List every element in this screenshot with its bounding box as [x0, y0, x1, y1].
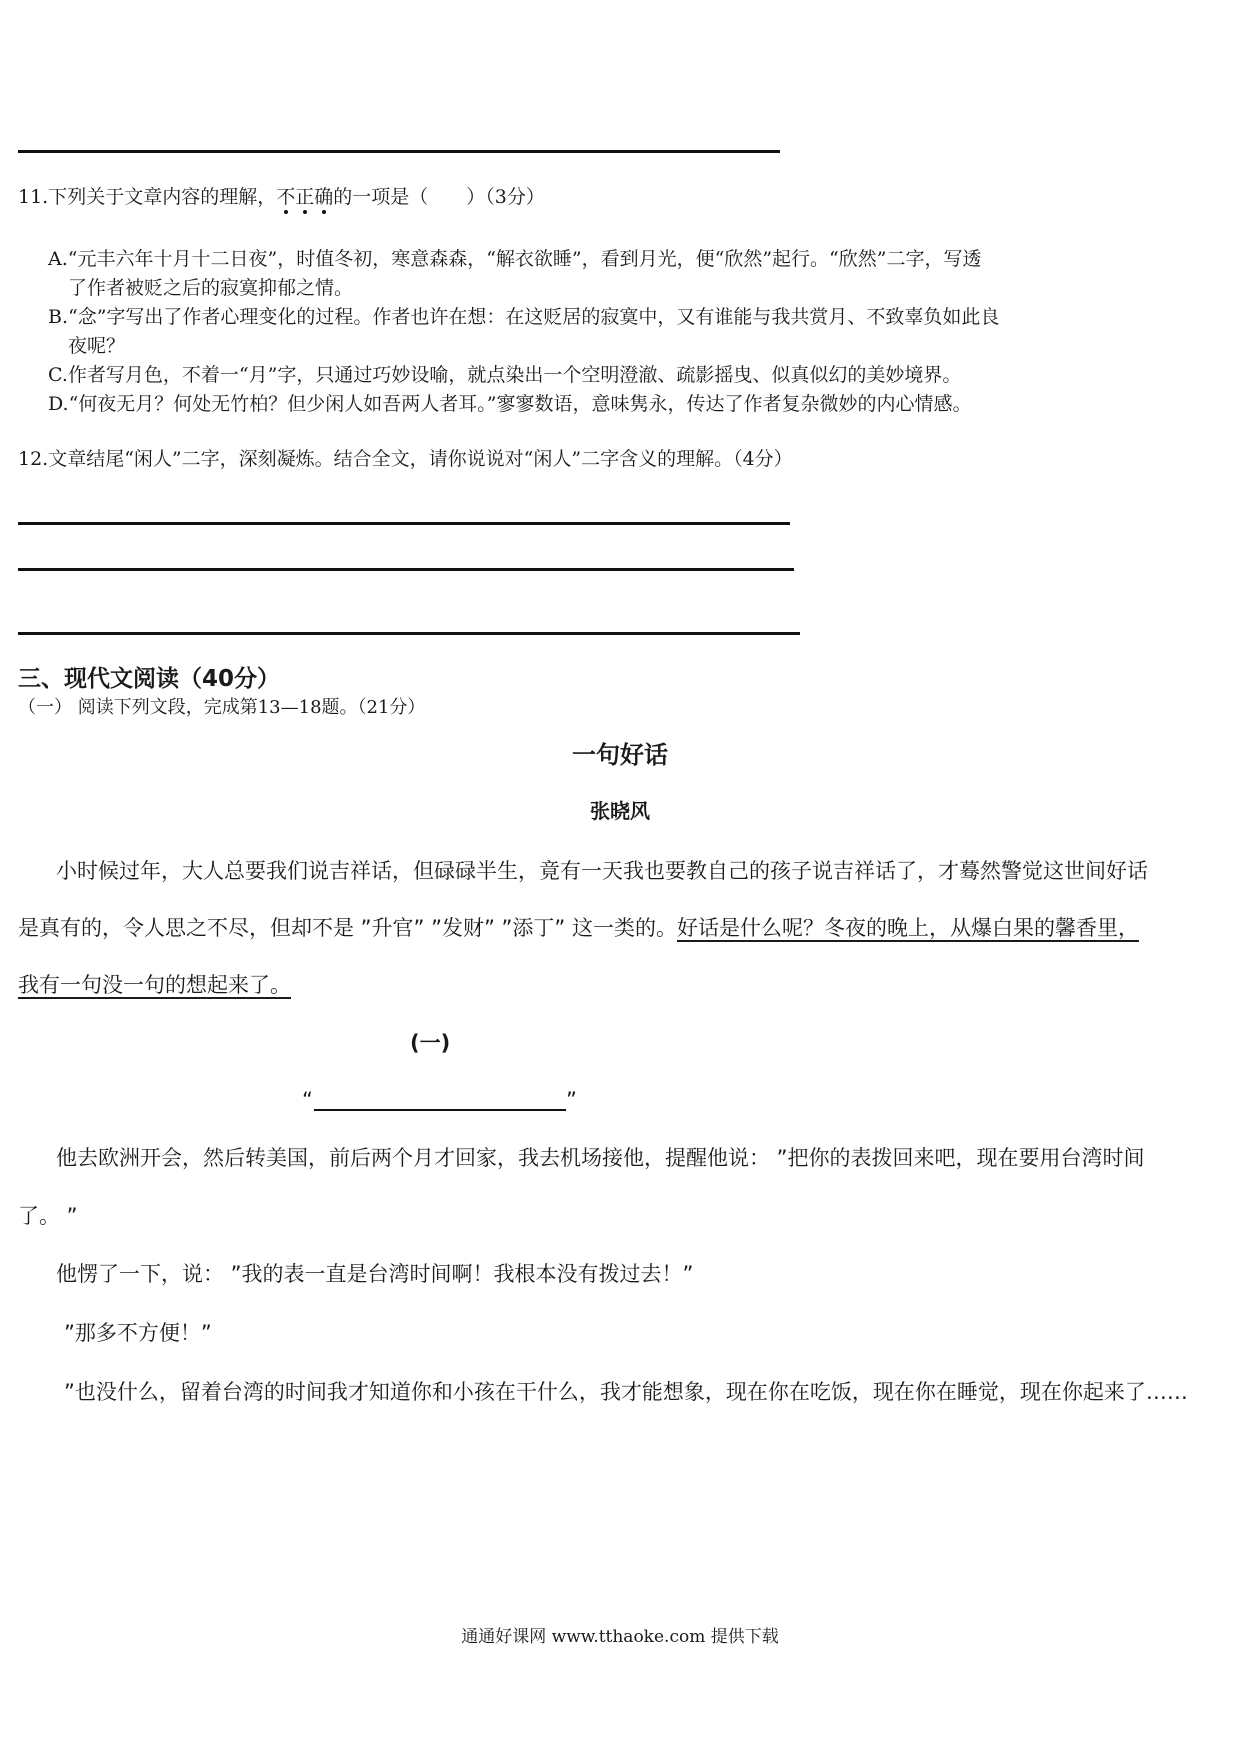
- paragraph-1-line-1: 小时候过年，大人总要我们说吉祥话，但碌碌半生，竟有一天我也要教自己的孩子说吉祥话了，才蓦然警觉这世间好话: [56, 859, 1148, 883]
- paragraph-4: ”那多不方便！”: [64, 1321, 212, 1345]
- article-title: 一句好话: [572, 741, 668, 769]
- section-subtitle: （一） 阅读下列文段，完成第13—18题。（21分）: [18, 697, 426, 718]
- paragraph-1-line-3: [18, 969, 291, 1001]
- quote-close: ”: [566, 1088, 577, 1112]
- page-footer: 通通好课网 www.tthaoke.com 提供下载: [461, 1627, 779, 1647]
- section-title: 三、现代文阅读（40分）: [18, 666, 281, 692]
- part-label: (一): [410, 1031, 451, 1055]
- emphasis-char: 不: [276, 186, 295, 208]
- q11-option-a-cont: 了作者被贬之后的寂寞抑郁之情。: [68, 277, 354, 299]
- emphasis-char: 确: [314, 186, 333, 208]
- q11-option-b: B.“念”字写出了作者心理变化的过程。作者也许在想：在这贬居的寂寞中，又有谁能与我共赏月、不致辜负如此良: [48, 306, 1000, 328]
- q11-option-d: D.“何夜无月？何处无竹柏？但少闲人如吾两人者耳。”寥寥数语，意味隽永，传达了作者复杂微妙的内心情感。: [48, 393, 972, 415]
- article-author: 张晓风: [590, 799, 650, 823]
- emphasis-char: 正: [295, 186, 314, 208]
- paragraph-2-line-2: 了。 ”: [18, 1204, 78, 1228]
- underlined-sentence: 好话是什么呢？冬夜的晚上，从爆白果的馨香里，: [676, 916, 1139, 940]
- paragraph-1-line-2: 是真有的，令人思之不尽，但却不是 ”升官” ”发财” ”添丁” 这一类的。好话是什么呢？冬夜的晚上，从爆白果的馨香里，: [18, 916, 1139, 940]
- q11-stem: 11.下列关于文章内容的理解，不 正 确 的一项是（ ）（3分）: [18, 182, 545, 212]
- q11-option-c: C.作者写月色，不着一“月”字，只通过巧妙设喻，就点染出一个空明澄澈、疏影摇曳、似真似幻的美妙境界。: [48, 364, 962, 386]
- answer-line-top: [18, 150, 780, 153]
- q12-stem: 12.文章结尾“闲人”二字，深刻凝炼。结合全文，请你说说对“闲人”二字含义的理解。（4分）: [18, 448, 793, 470]
- q11-option-a: A.“元丰六年十月十二日夜”，时值冬初，寒意森森，“解衣欲睡”，看到月光，便“欣然”起行。“欣然”二字，写透: [48, 248, 982, 270]
- quote-open: “: [302, 1088, 313, 1112]
- answer-line-1: [18, 522, 790, 525]
- underlined-sentence: 我有一句没一句的想起来了。: [18, 973, 291, 997]
- paragraph-5: ”也没什么，留着台湾的时间我才知道你和小孩在干什么，我才能想象，现在你在吃饭，现在你在睡觉，现在你起来了……: [64, 1380, 1188, 1404]
- q11-option-b-cont: 夜呢？: [68, 335, 126, 357]
- answer-line-2: [18, 568, 794, 571]
- fill-in-blank-line: [314, 1109, 566, 1111]
- answer-line-3: [18, 632, 800, 635]
- paragraph-2-line-1: 他去欧洲开会，然后转美国，前后两个月才回家，我去机场接他，提醒他说： ”把你的表拨回来吧，现在要用台湾时间: [56, 1146, 1145, 1170]
- paragraph-3: 他愣了一下，说： ”我的表一直是台湾时间啊！我根本没有拨过去！”: [56, 1262, 694, 1286]
